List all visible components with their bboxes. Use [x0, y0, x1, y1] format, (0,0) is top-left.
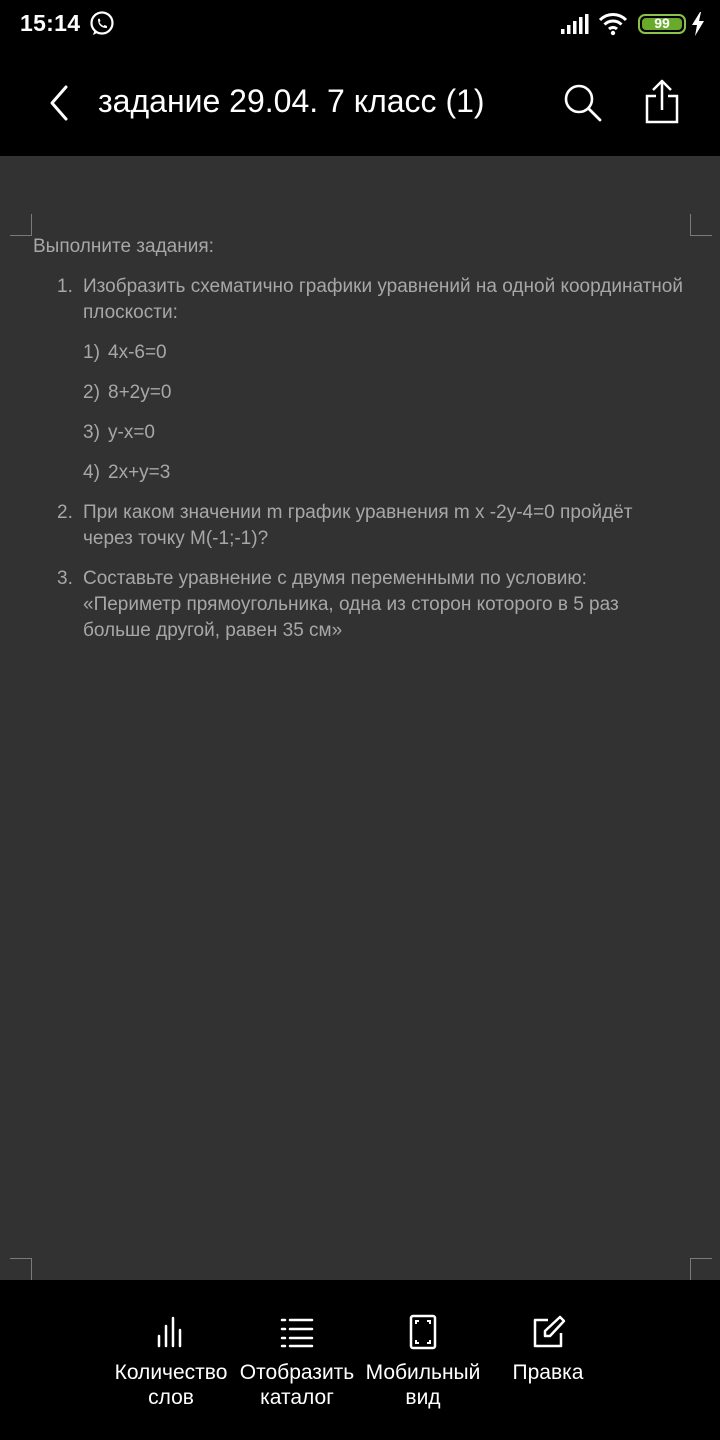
status-time: 15:14: [20, 10, 81, 36]
task-item: [33, 274, 683, 486]
task-item: [33, 500, 683, 552]
charging-icon: [690, 12, 706, 36]
document-body: [33, 234, 683, 658]
bottom-toolbar: [0, 1280, 720, 1440]
battery-icon: [638, 14, 686, 34]
task-number: 3.: [57, 568, 73, 589]
edit-icon: [530, 1314, 566, 1350]
status-bar: [0, 0, 720, 50]
subtask-text: 4x-6=0: [108, 342, 167, 363]
battery-level: 99: [654, 15, 670, 31]
share-icon[interactable]: [640, 78, 684, 126]
mobile-view-icon: [405, 1314, 441, 1350]
subtask-number: 3): [83, 422, 100, 443]
task-number: 1.: [57, 276, 73, 297]
back-arrow-icon[interactable]: [38, 78, 78, 128]
list-icon: [279, 1314, 315, 1350]
page-corner-marker: [690, 214, 712, 236]
word-count-label: Количество слов: [114, 1361, 228, 1409]
show-catalog-label: Отобразить каталог: [239, 1361, 355, 1409]
subtask-number: 2): [83, 382, 100, 403]
subtask-text: y-x=0: [108, 422, 155, 443]
task-item: [33, 566, 683, 644]
task-text: Изобразить схематично графики уравнений на одной координатной плоскости:: [83, 276, 683, 323]
subtask-number: 4): [83, 462, 100, 483]
search-icon[interactable]: [560, 80, 604, 124]
mobile-view-button[interactable]: [359, 1314, 487, 1424]
subtask-number: 1): [83, 342, 100, 363]
wifi-icon: [598, 12, 628, 36]
signal-icon: [561, 14, 589, 34]
show-catalog-button[interactable]: [233, 1314, 361, 1424]
document-title: задание 29.04. 7 класс (1): [98, 83, 485, 119]
mobile-view-label: Мобильный вид: [365, 1361, 481, 1409]
word-count-button[interactable]: [107, 1314, 235, 1424]
subtask-text: 2x+y=3: [108, 462, 171, 483]
app-bar: [0, 50, 720, 156]
edit-label: Правка: [512, 1361, 584, 1384]
bar-chart-icon: [153, 1314, 189, 1350]
subtask-item: [83, 460, 683, 486]
edit-button[interactable]: [484, 1314, 612, 1424]
task-text: Составьте уравнение с двумя переменными по условию: «Периметр прямоугольника, одна из сторон которого в 5 раз больше другой, равен 35 см»: [83, 568, 619, 641]
document-page[interactable]: [0, 156, 720, 1280]
page-corner-marker: [10, 1258, 32, 1280]
intro-text: Выполните задания:: [33, 236, 214, 257]
task-text: При каком значении m график уравнения m x -2y-4=0 пройдёт через точку М(-1;-1)?: [83, 502, 633, 549]
subtask-text: 8+2y=0: [108, 382, 172, 403]
subtask-item: [83, 420, 683, 446]
task-number: 2.: [57, 502, 73, 523]
page-corner-marker: [690, 1258, 712, 1280]
whatsapp-icon: [88, 10, 116, 38]
subtask-item: [83, 340, 683, 366]
page-corner-marker: [10, 214, 32, 236]
subtask-item: [83, 380, 683, 406]
